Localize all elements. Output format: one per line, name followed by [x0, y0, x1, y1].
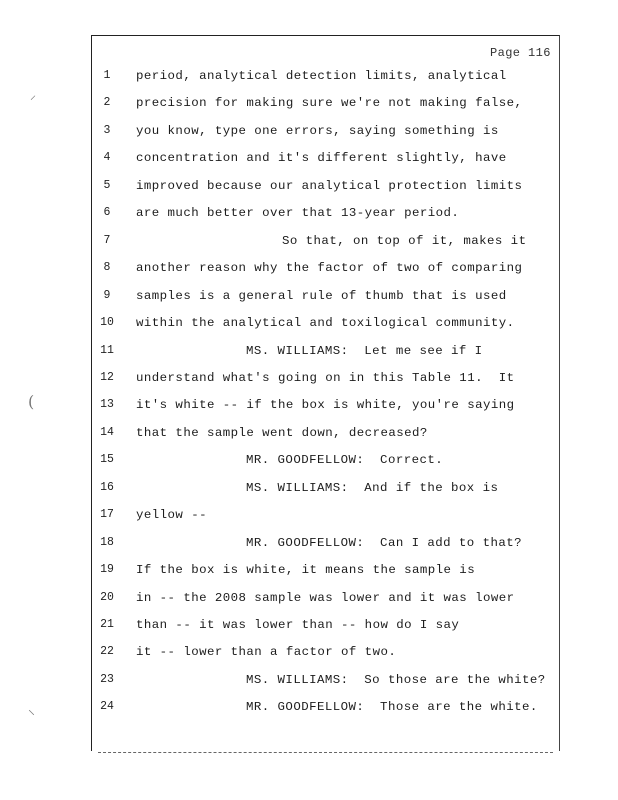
transcript-line	[0, 176, 618, 196]
transcript-line	[0, 368, 618, 388]
line-text: it -- lower than a factor of two.	[136, 645, 397, 660]
line-number: 3	[103, 123, 111, 137]
transcript-line	[0, 313, 618, 333]
line-number: 11	[100, 343, 114, 357]
margin-mark-bottom: ⸜	[28, 702, 35, 718]
transcript-line	[0, 258, 618, 278]
transcript-line	[0, 423, 618, 443]
line-text: MS. WILLIAMS: And if the box is	[246, 480, 499, 495]
line-number: 13	[100, 398, 114, 412]
line-number: 16	[100, 480, 114, 494]
transcript-line	[0, 615, 618, 635]
line-number: 2	[103, 96, 111, 110]
line-number: 8	[103, 261, 111, 275]
line-text: you know, type one errors, saying something is	[136, 123, 499, 138]
line-number: 15	[100, 453, 114, 467]
margin-mark-middle: (	[28, 392, 35, 411]
transcript-line	[0, 121, 618, 141]
line-number: 1	[103, 69, 111, 82]
transcript-line	[0, 560, 618, 580]
line-text: MR. GOODFELLOW: Can I add to that?	[246, 535, 522, 550]
line-number: 23	[100, 672, 114, 686]
line-text: understand what's going on in this Table 11. It	[136, 370, 515, 385]
transcript-line	[0, 642, 618, 662]
line-text: are much better over that 13-year period.	[136, 206, 460, 221]
transcript-line	[0, 395, 618, 415]
transcript-line	[0, 533, 618, 553]
transcript-line	[0, 203, 618, 223]
line-number: 18	[100, 535, 114, 549]
line-number: 7	[103, 233, 111, 247]
page-number: Page 116	[490, 46, 551, 60]
line-text: precision for making sure we're not making false,	[136, 96, 523, 111]
line-text: in -- the 2008 sample was lower and it was lower	[136, 590, 515, 605]
line-number: 24	[100, 700, 114, 714]
line-text: that the sample went down, decreased?	[136, 425, 428, 440]
line-text: yellow --	[136, 508, 207, 523]
transcript-line	[0, 148, 618, 168]
bottom-rule	[98, 752, 553, 753]
line-number: 14	[100, 425, 114, 439]
line-number: 19	[100, 563, 114, 577]
line-text: MS. WILLIAMS: Let me see if I	[246, 343, 483, 358]
transcript-line	[0, 450, 618, 470]
transcript-line	[0, 66, 618, 86]
line-number: 20	[100, 590, 114, 604]
line-number: 17	[100, 508, 114, 522]
line-number: 4	[103, 151, 111, 165]
line-number: 6	[103, 206, 111, 220]
margin-mark-top: ⸝	[30, 88, 37, 102]
transcript-line	[0, 341, 618, 361]
transcript-line	[0, 588, 618, 608]
line-text: than -- it was lower than -- how do I say	[136, 618, 460, 632]
line-text: MR. GOODFELLOW: Correct.	[246, 453, 444, 468]
transcript-line	[0, 286, 618, 306]
line-number: 5	[103, 178, 111, 192]
line-text: it's white -- if the box is white, you're saying	[136, 398, 515, 413]
line-number: 9	[103, 288, 111, 302]
line-text: So that, on top of it, makes it	[282, 233, 527, 248]
line-number: 12	[100, 370, 114, 384]
transcript-line	[0, 670, 618, 690]
transcript-line	[0, 697, 618, 717]
line-text: samples is a general rule of thumb that is used	[136, 288, 507, 303]
transcript-line	[0, 478, 618, 498]
transcript-line	[0, 231, 618, 251]
line-text: MS. WILLIAMS: So those are the white?	[246, 672, 546, 687]
line-text: within the analytical and toxilogical community.	[136, 316, 515, 331]
line-number: 22	[100, 645, 114, 659]
line-number: 21	[100, 618, 114, 631]
line-number: 10	[100, 316, 114, 330]
transcript-line	[0, 93, 618, 113]
line-text: concentration and it's different slightly, have	[136, 151, 507, 166]
transcript-line	[0, 505, 618, 525]
line-text: period, analytical detection limits, analytical	[136, 69, 507, 83]
line-text: If the box is white, it means the sample is	[136, 563, 476, 578]
line-text: MR. GOODFELLOW: Those are the white.	[246, 700, 538, 715]
line-text: improved because our analytical protection limits	[136, 178, 523, 193]
line-text: another reason why the factor of two of comparing	[136, 261, 523, 276]
